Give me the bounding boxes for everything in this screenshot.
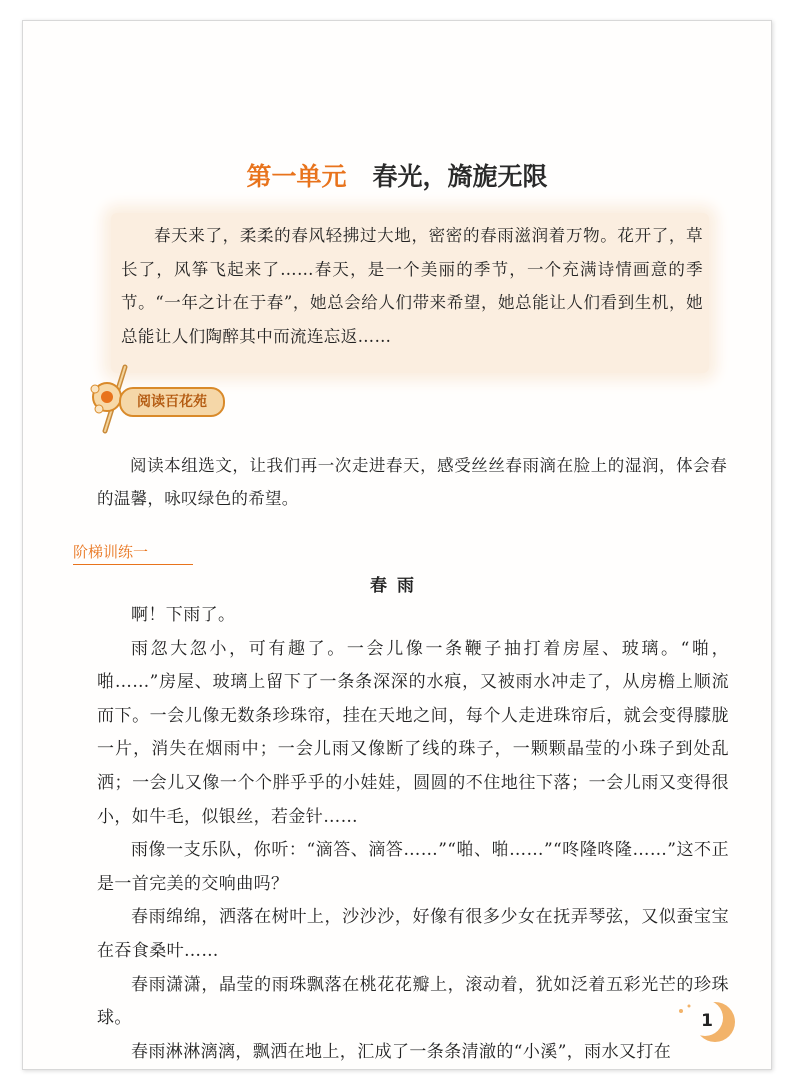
article-paragraph: 雨忽大忽小，可有趣了。一会儿像一条鞭子抽打着房屋、玻璃。“啪，啪……”房屋、玻璃上留下了一条条深深的水痕，又被雨水冲走了，从房檐上顺流而下。一会儿像无数条珍珠帘，挂在天地之间，每个人走进珠帘后，就会变得朦胧一片，消失在烟雨中；一会儿雨又像断了线的珠子，一颗颗晶莹的小珠子到处乱洒；一会儿又像一个个胖乎乎的小娃娃，圆圆的不住地往下落；一会儿雨又变得很小，如牛毛，似银丝，若金针……	[97, 638, 729, 827]
reading-section-badge: 阅读百花苑	[119, 387, 225, 417]
reading-intro: 阅读本组选文，让我们再一次走进春天，感受丝丝春雨滴在脸上的湿润，体会春的温馨，咏叹绿色的希望。	[97, 456, 727, 508]
unit-name: 春光，旖旎无限	[372, 162, 548, 191]
article-paragraph: 春雨淋淋漓漓，飘洒在地上，汇成了一条条清澈的“小溪”，雨水又打在	[131, 1041, 672, 1062]
section-label: 阶梯训练一	[73, 543, 149, 561]
section-underline	[73, 564, 193, 565]
unit-title	[23, 157, 771, 193]
page-number: 1	[701, 1011, 713, 1031]
article-paragraph: 啊！下雨了。	[131, 605, 236, 625]
book-page	[22, 20, 772, 1070]
article-paragraph: 春雨潇潇，晶莹的雨珠飘落在桃花花瓣上，滚动着，犹如泛着五彩光芒的珍珠球。	[97, 974, 729, 1029]
intro-paragraph: 春天来了，柔柔的春风轻拂过大地，密密的春雨滋润着万物。花开了，草长了，风筝飞起来了……春天，是一个美丽的季节，一个充满诗情画意的季节。“一年之计在于春”，她总会给人们带来希望，她总能让人们看到生机，她总能让人们陶醉其中而流连忘返……	[121, 226, 703, 346]
article-body	[97, 599, 729, 1069]
article-paragraph: 雨像一支乐队，你听：“滴答、滴答……”“啪、啪……”“咚隆咚隆……”这不正是一首完美的交响曲吗？	[97, 840, 729, 894]
article-title: 春雨	[370, 576, 424, 596]
article-paragraph: 春雨绵绵，洒落在树叶上，沙沙沙，好像有很多少女在抚弄琴弦，又似蚕宝宝在吞食桑叶……	[97, 907, 729, 961]
page-number-area	[671, 1001, 735, 1043]
unit-label: 第一单元	[246, 162, 347, 191]
